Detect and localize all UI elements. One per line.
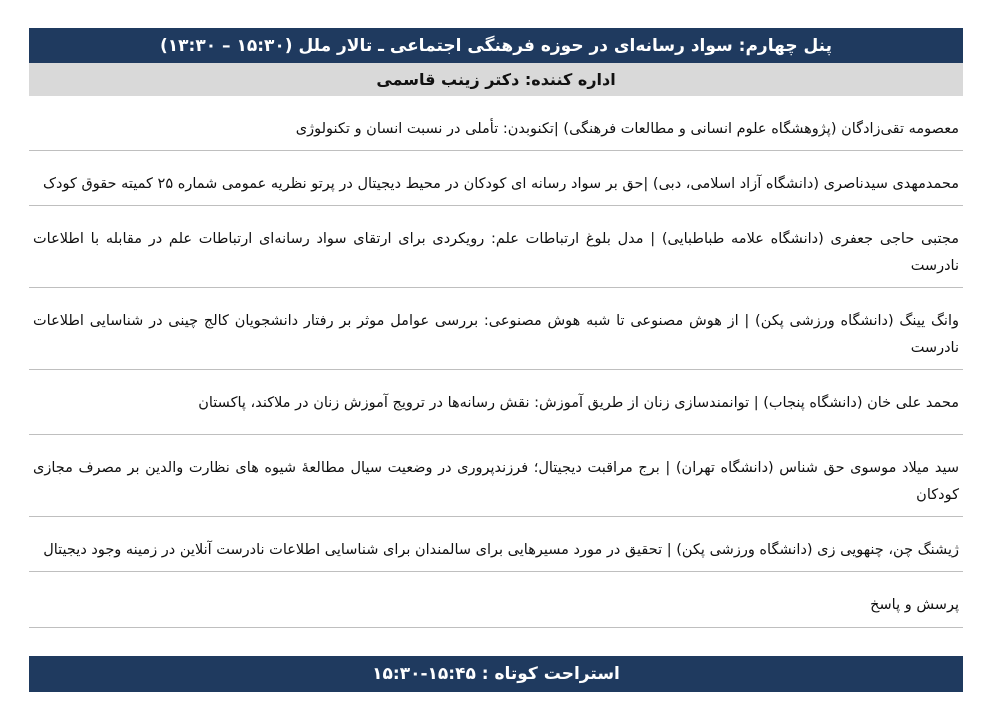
break-banner: استراحت کوتاه : ۱۵:۴۵-۱۵:۳۰	[29, 656, 963, 692]
moderator-label: اداره کننده: دکتر زینب قاسمی	[29, 63, 963, 96]
talk-list	[29, 96, 963, 628]
talk-row: محمد علی خان (دانشگاه پنجاب) | توانمندسازی زنان از طریق آموزش: نقش رسانه‌ها در ترویج آموزش زنان در ملاکند، پاکستان	[29, 370, 963, 435]
talk-row: محمدمهدی سیدناصری (دانشگاه آزاد اسلامی، دبی) |حق بر سواد رسانه ای کودکان در محیط دیجیتال در پرتو نظریه عمومی شماره ۲۵ کمیته حقوق کودک	[29, 151, 963, 206]
panel-title: پنل چهارم: سواد رسانه‌ای در حوزه فرهنگی اجتماعی ـ تالار ملل (۱۵:۳۰ – ۱۳:۳۰)	[29, 28, 963, 63]
talk-row: سید میلاد موسوی حق شناس (دانشگاه تهران) | برج مراقبت دیجیتال؛ فرزندپروری در وضعیت سیال مطالعهٔ شیوه های نظارت والدین بر مصرف مجازی کودکان	[29, 435, 963, 517]
qa-row: پرسش و پاسخ	[29, 572, 963, 628]
talk-row: مجتبی حاجی جعفری (دانشگاه علامه طباطبایی) | مدل بلوغ ارتباطات علم: رویکردی برای ارتقای سواد رسانه‌ای ارتباطات علم در مقابله با اطلاعات نادرست	[29, 206, 963, 288]
talk-row: معصومه تقی‌زادگان (پژوهشگاه علوم انسانی و مطالعات فرهنگی) |تکنوبدن: تأملی در نسبت انسان و تکنولوژی	[29, 96, 963, 151]
talk-row: ژیشنگ چن، چنهویی زی (دانشگاه ورزشی پکن) | تحقیق در مورد مسیرهایی برای سالمندان برای شناسایی اطلاعات نادرست آنلاین در زمینه وجود دیجیتال	[29, 517, 963, 572]
talk-row: وانگ یینگ (دانشگاه ورزشی پکن) | از هوش مصنوعی تا شبه هوش مصنوعی: بررسی عوامل موثر بر رفتار دانشجویان کالج چینی در شناسایی اطلاعات نادرست	[29, 288, 963, 370]
